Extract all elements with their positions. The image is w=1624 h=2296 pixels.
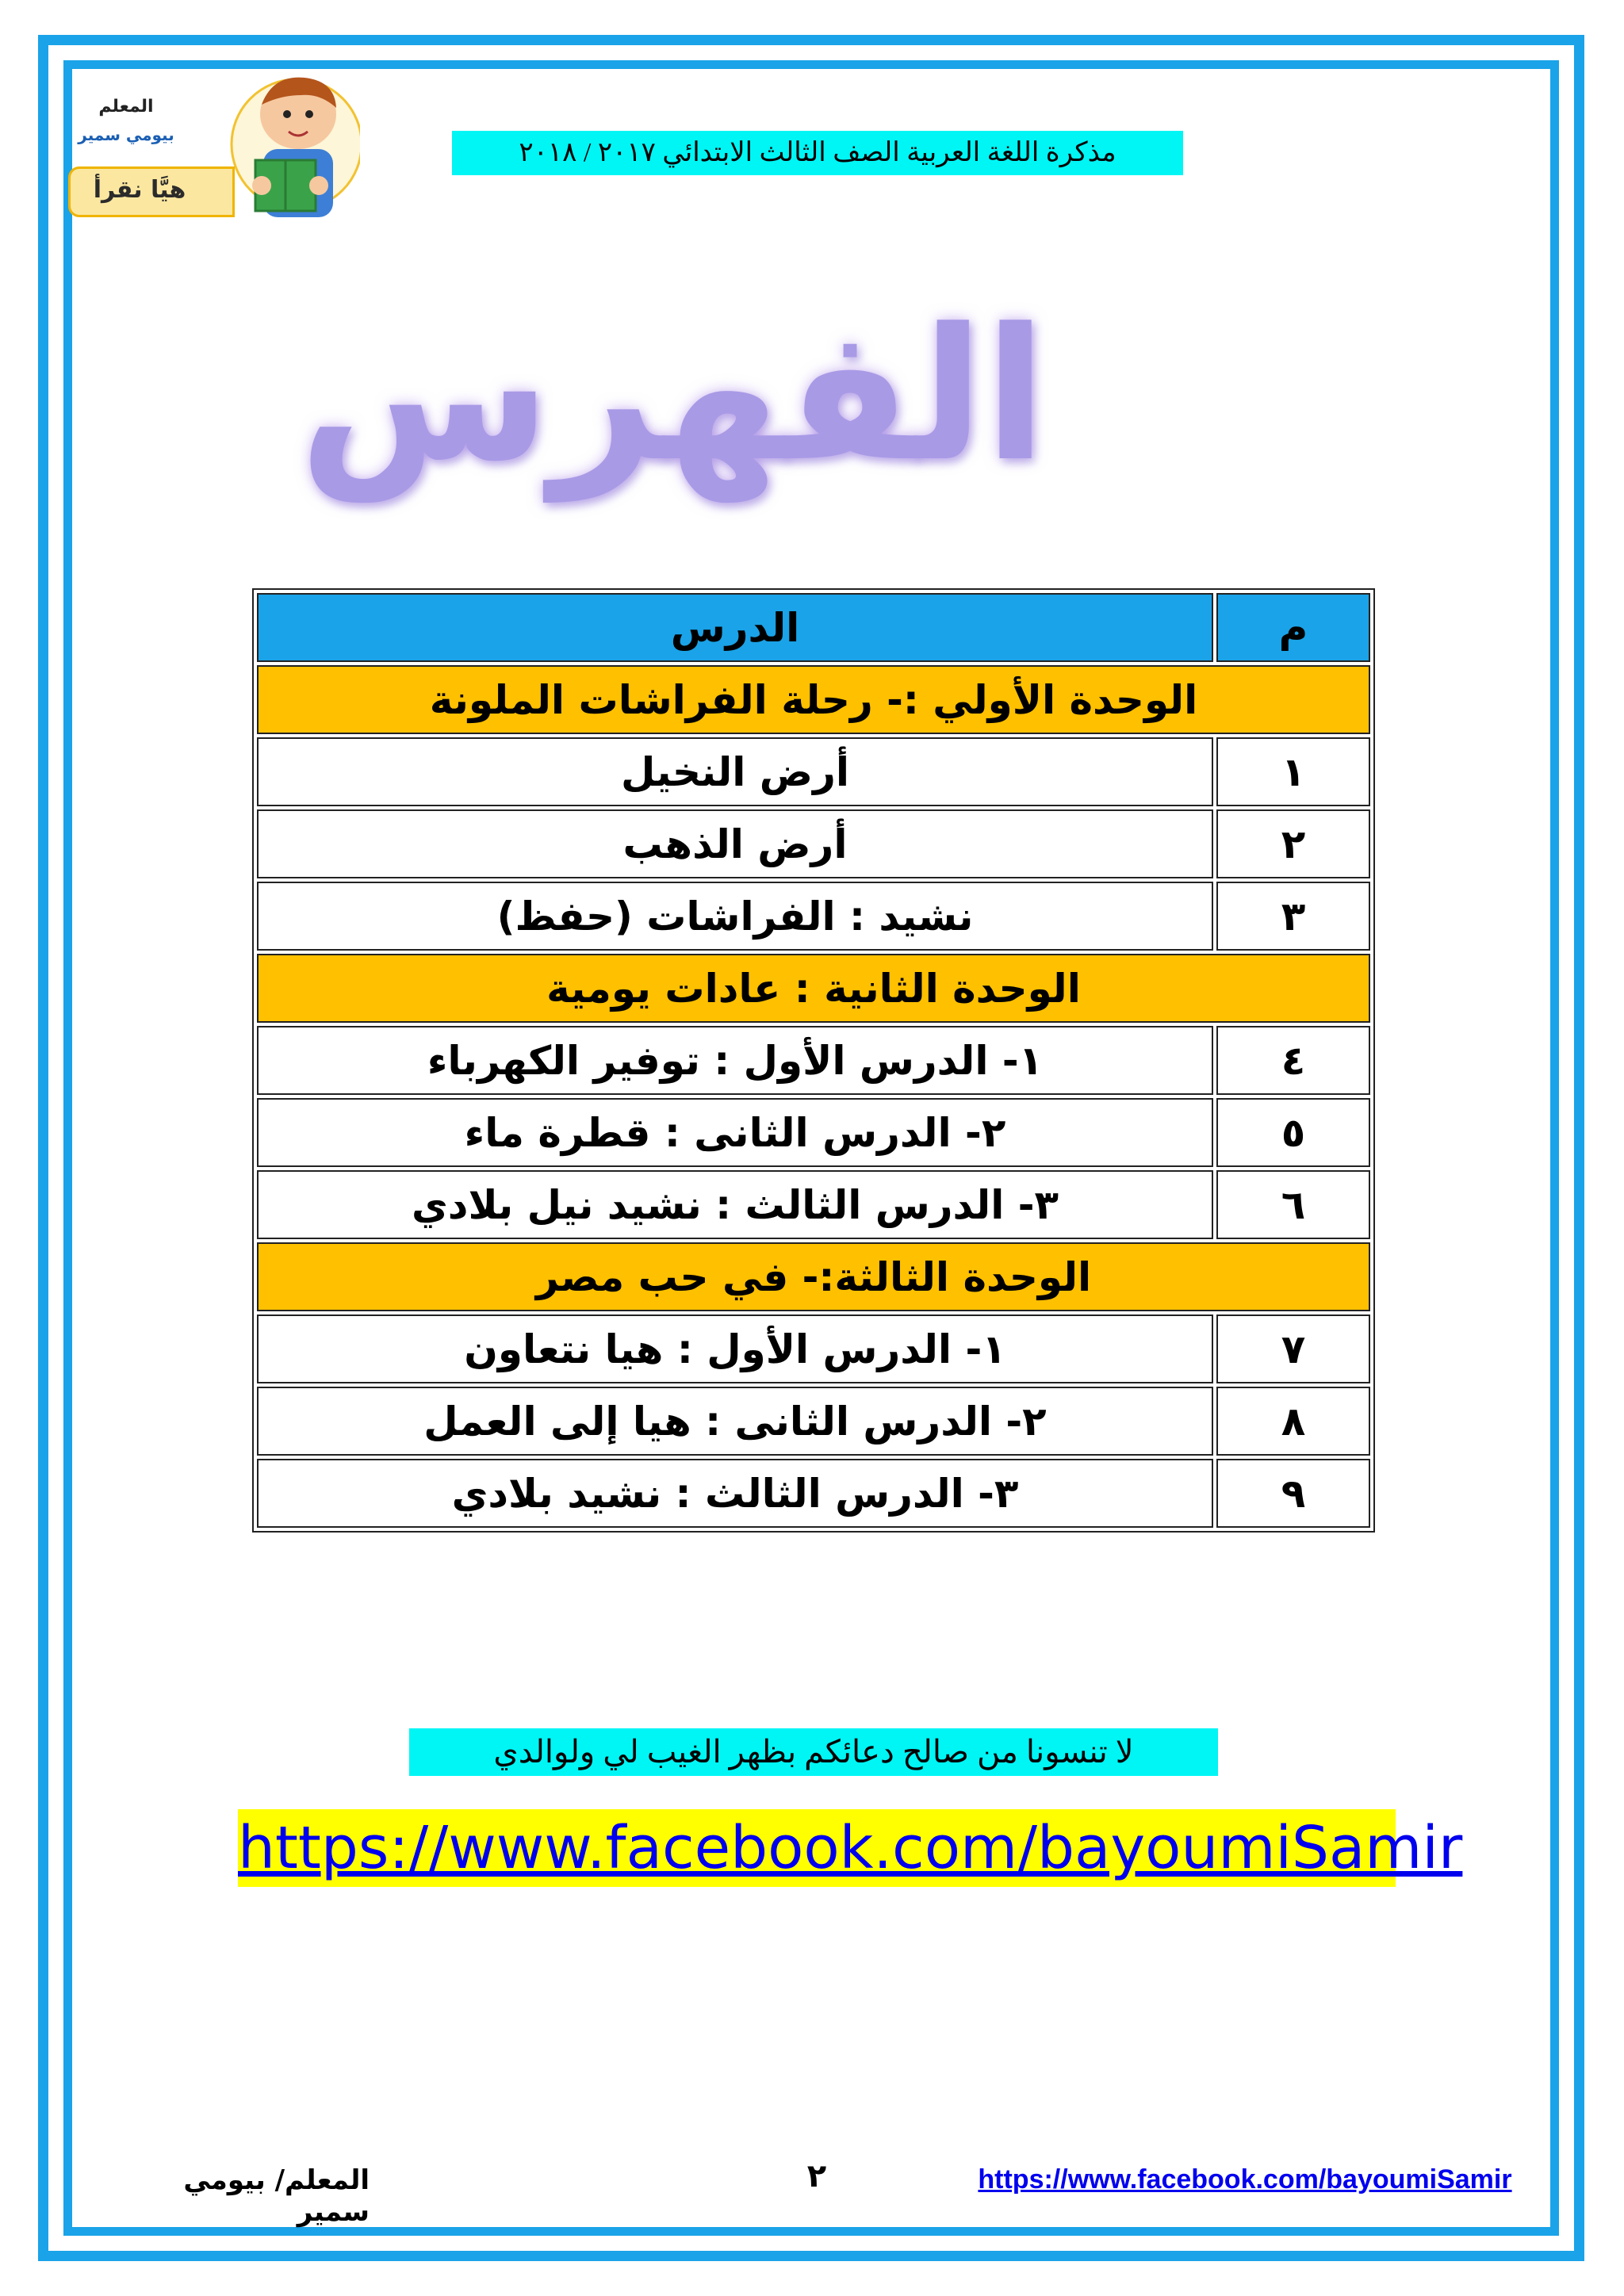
- lesson-title: ١- الدرس الأول : هيا نتعاون: [257, 1314, 1213, 1383]
- lesson-number: ٧: [1216, 1314, 1370, 1383]
- lesson-number: ٦: [1216, 1170, 1370, 1239]
- lesson-row: [257, 1314, 1370, 1383]
- lesson-row: [257, 882, 1370, 951]
- lesson-row: [257, 1026, 1370, 1095]
- lesson-title: ٣- الدرس الثالث : نشيد نيل بلادي: [257, 1170, 1213, 1239]
- lesson-number: ٥: [1216, 1098, 1370, 1167]
- footer-author: المعلم/ بيومي سمير: [183, 2164, 370, 2228]
- logo-tagline: هيَّا نقرأ: [93, 176, 186, 204]
- lesson-number: ٤: [1216, 1026, 1370, 1095]
- lesson-row: [257, 1098, 1370, 1167]
- lesson-row: [257, 1459, 1370, 1528]
- unit-row: [257, 1242, 1370, 1311]
- page-title: الفهرس: [298, 290, 1047, 502]
- lesson-title: ١- الدرس الأول : توفير الكهرباء: [257, 1026, 1213, 1095]
- unit-row: [257, 665, 1370, 734]
- unit-title: الوحدة الثانية : عادات يومية: [257, 954, 1370, 1023]
- lesson-number: ١: [1216, 737, 1370, 806]
- lesson-title: أرض النخيل: [257, 737, 1213, 806]
- lesson-row: [257, 809, 1370, 878]
- lesson-title: نشيد : الفراشات (حفظ): [257, 882, 1213, 951]
- page-number: ٢: [806, 2158, 827, 2195]
- lesson-title: ٣- الدرس الثالث : نشيد بلادي: [257, 1459, 1213, 1528]
- lesson-row: [257, 1387, 1370, 1456]
- table-of-contents: [252, 588, 1375, 1533]
- header-title: مذكرة اللغة العربية الصف الثالث الابتدائي ٢٠١٧ / ٢٠١٨: [452, 131, 1183, 175]
- lesson-number: ٢: [1216, 809, 1370, 878]
- logo-label-teacher: المعلم: [98, 97, 154, 117]
- lesson-title: أرض الذهب: [257, 809, 1213, 878]
- lesson-title: ٢- الدرس الثانى : قطرة ماء: [257, 1098, 1213, 1167]
- lesson-number: ٩: [1216, 1459, 1370, 1528]
- lesson-title: ٢- الدرس الثانى : هيا إلى العمل: [257, 1387, 1213, 1456]
- lesson-row: [257, 1170, 1370, 1239]
- lesson-row: [257, 737, 1370, 806]
- facebook-link[interactable]: https://www.facebook.com/bayoumiSamir: [238, 1809, 1396, 1887]
- unit-row: [257, 954, 1370, 1023]
- footer-facebook-link[interactable]: https://www.facebook.com/bayoumiSamir: [978, 2164, 1512, 2195]
- unit-title: الوحدة الثالثة:- في حب مصر: [257, 1242, 1370, 1311]
- unit-title: الوحدة الأولي :- رحلة الفراشات الملونة: [257, 665, 1370, 734]
- lesson-number: ٨: [1216, 1387, 1370, 1456]
- header-num: م: [1216, 593, 1370, 662]
- logo-label-name: بيومي سمير: [78, 125, 174, 144]
- table-header-row: [257, 593, 1370, 662]
- footer-note: لا تنسونا من صالح دعائكم بظهر الغيب لي ولوالدي: [409, 1728, 1218, 1776]
- header-lesson: الدرس: [257, 593, 1213, 662]
- lesson-number: ٣: [1216, 882, 1370, 951]
